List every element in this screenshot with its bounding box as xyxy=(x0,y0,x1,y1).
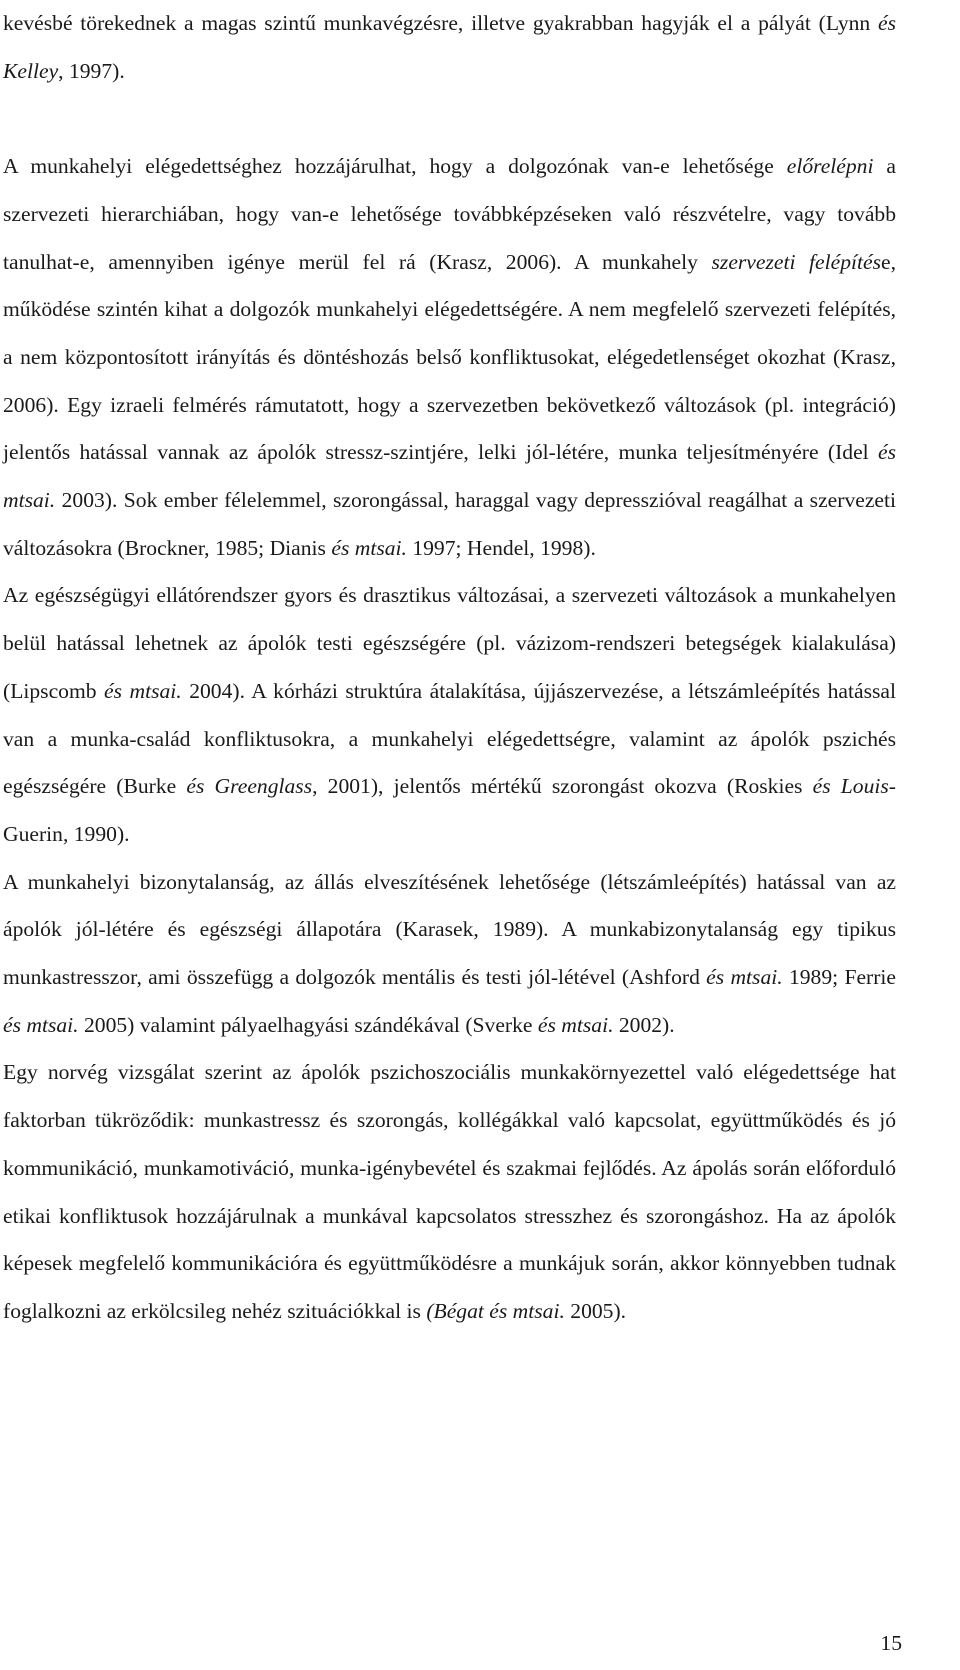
italic-text-segment: szervezeti felépítés xyxy=(711,249,882,274)
italic-text-segment: (Bégat és mtsai. xyxy=(426,1298,565,1323)
text-segment: , 1997). xyxy=(58,58,125,83)
text-segment: 1997; Hendel, 1998). xyxy=(406,535,596,560)
paragraph xyxy=(3,572,896,858)
italic-text-segment: és Louis xyxy=(812,774,889,799)
italic-text-segment: és mtsai. xyxy=(3,440,896,513)
paragraph xyxy=(3,1049,896,1335)
italic-text-segment: és Greenglass xyxy=(186,774,313,799)
italic-text-segment: és mtsai. xyxy=(3,1012,79,1037)
text-segment: Egy norvég vizsgálat szerint az ápolók pszichoszociális munkakörnyezettel való elégedettsége hat faktorban tükröződik: munkastressz és szorongás, kollégákkal való kapcsolat, együttműködés és jó kommunikáció, munkamotiváció, munka-igénybevétel és szakmai fejlődés. Az ápolás során előforduló etikai konfliktusok hozzájárulnak a munkával kapcsolatos stresszhez és szorongáshoz. Ha az ápolók képesek megfelelő kommunikációra és együttműködésre a munkájuk során, akkor könnyebben tudnak foglalkozni az erkölcsileg nehéz szituációkkal is xyxy=(3,1060,896,1323)
paragraph xyxy=(3,859,896,1050)
paragraph xyxy=(3,0,896,95)
text-segment: 1989; Ferrie xyxy=(782,965,896,990)
document-body xyxy=(3,0,896,1336)
text-segment: 2004). A kórházi struktúra átalakítása, újjászervezése, a létszámleépítés hatással van a munka-család konfliktusokra, a munkahelyi elégedettségre, valamint az ápolók pszichés egészségére (Burke xyxy=(3,678,896,799)
italic-text-segment: és Kelley xyxy=(3,11,896,83)
italic-text-segment: és mtsai. xyxy=(331,535,407,560)
text-segment: 2005) valamint pályaelhagyási szándékával (Sverke xyxy=(78,1012,538,1037)
italic-text-segment: és mtsai. xyxy=(104,678,182,703)
text-segment: a szervezeti hierarchiában, hogy van-e lehetősége továbbképzéseken való részvételre, vagy tovább tanulhat-e, amennyiben igénye merül fel rá (Krasz, 2006). A munkahely xyxy=(3,154,897,274)
paragraph-gap xyxy=(3,95,896,143)
text-segment: 2002). xyxy=(613,1012,675,1037)
text-segment: -Guerin, 1990). xyxy=(3,774,896,846)
italic-text-segment: előrelépni xyxy=(786,154,874,179)
italic-text-segment: és mtsai. xyxy=(706,965,783,990)
text-segment: A munkahelyi bizonytalanság, az állás elveszítésének lehetősége (létszámleépítés) hatással van az ápolók jól-létére és egészségi állapotára (Karasek, 1989). A munkabizonytalanság egy tipikus munkastresszor, ami összefügg a dolgozók mentális és testi jól-létével (Ashford xyxy=(3,869,896,990)
text-segment: 2003). Sok ember félelemmel, szorongással, haraggal vagy depresszióval reagálhat a szervezeti változásokra (Brockner, 1985; Dianis xyxy=(3,488,896,560)
text-segment: e, működése szintén kihat a dolgozók munkahelyi elégedettségére. A nem megfelelő szervezeti felépítés, a nem központosított irányítás és döntéshozás belső konfliktusokat, elégedetlenséget okozhat (Krasz, 2006). Egy izraeli felmérés rámutatott, hogy a szervezetben bekövetkező változások (pl. integráció) jelentős hatással vannak az ápolók stressz-szintjére, lelki jól-létére, munka teljesítményére (Idel xyxy=(3,249,896,465)
italic-text-segment: és mtsai. xyxy=(537,1012,614,1037)
paragraph xyxy=(3,143,896,572)
text-segment: 2005). xyxy=(564,1298,627,1323)
page-number: 15 xyxy=(880,1631,902,1655)
text-segment: Az egészségügyi ellátórendszer gyors és drasztikus változásai, a szervezeti változások a munkahelyen belül hatással lehetnek az ápolók testi egészségére (pl. vázizom-rendszeri betegségek kialakulása) (Lipscomb xyxy=(3,583,896,703)
text-segment: , 2001), jelentős mértékű szorongást okozva (Roskies xyxy=(312,774,813,799)
text-segment: kevésbé törekednek a magas szintű munkavégzésre, illetve gyakrabban hagyják el a pályát (Lynn xyxy=(3,11,878,35)
text-segment: A munkahelyi elégedettséghez hozzájárulhat, hogy a dolgozónak van-e lehetősége xyxy=(3,154,787,179)
